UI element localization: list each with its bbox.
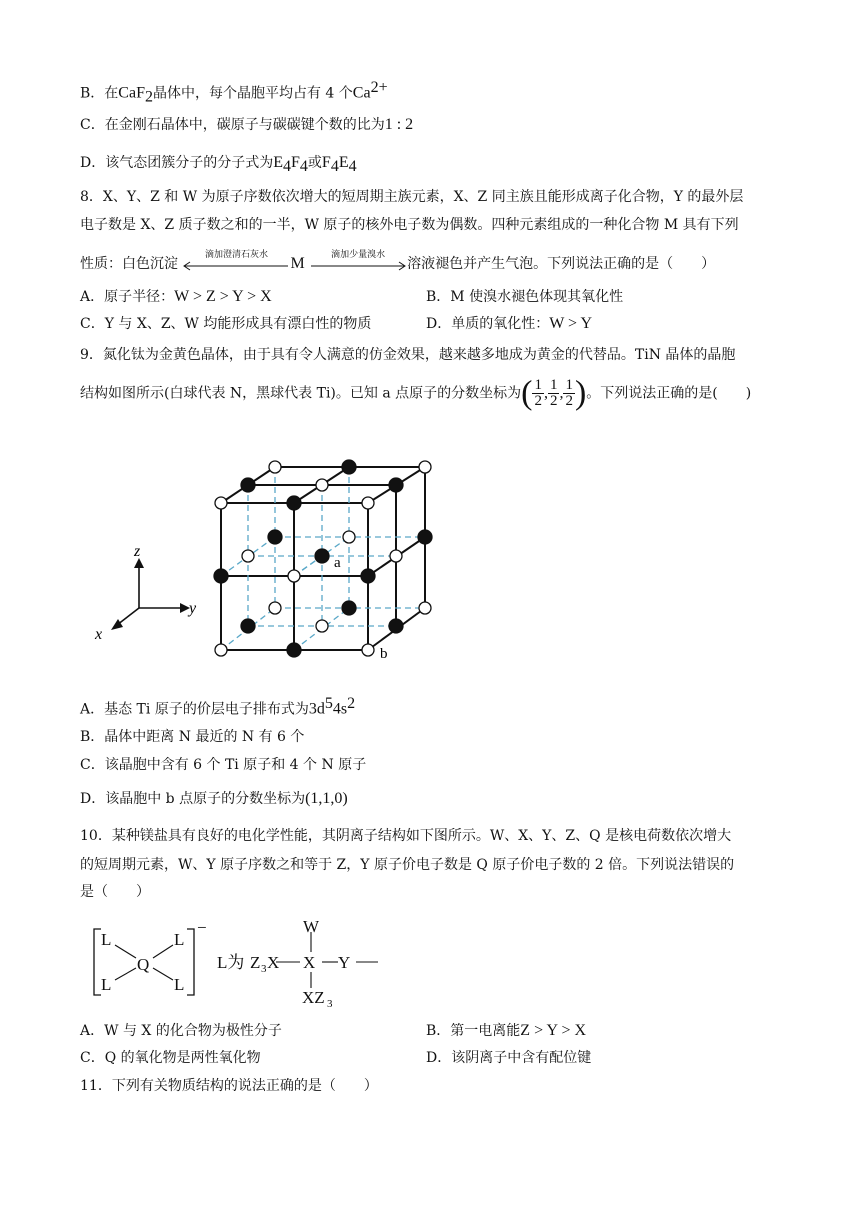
option-text: C．在金刚石晶体中，碳原子与碳碳键个数的比为 [80,117,385,133]
ligand-l: L [101,930,112,949]
right-arrow-icon [309,261,407,271]
q11-line1: 11．下列有关物质结构的说法正确的是（ ） [80,1078,378,1094]
formula: Ca [352,84,371,102]
denominator: 2 [534,393,542,409]
compound-m: M [290,255,305,272]
q10-line2: 的短周期元素，W、Y 原子序数之和等于 Z，Y 原子价电子数是 Q 原子价电子数的 2 倍。下列说法错误的 [80,857,735,873]
q9-option-b: B．晶体中距离 N 最近的 N 有 6 个 [80,729,305,745]
option-b [80,78,388,107]
q10-option-c: C．Q 的氧化物是两性氧化物 [80,1050,261,1066]
q9-option-c: C．该晶胞中含有 6 个 Ti 原子和 4 个 N 原子 [80,757,367,773]
subscript: 2 [144,88,153,106]
q10-option-b [426,1021,586,1041]
axis-z-label: z [134,543,141,560]
atom-w: W [303,917,320,936]
numerator: 1 [549,377,558,393]
subscript: 4 [330,157,339,175]
subscript: 4 [283,157,292,175]
n-atom [215,497,227,509]
question-text: 性质：白色沉淀 [80,256,178,272]
math-expression: W > Y [549,315,593,332]
axis-y-label: y [189,600,197,617]
comma: , [543,384,548,402]
formula: E [273,154,284,171]
ligand-l: L [174,975,185,994]
math-expression: (1,1,0) [305,790,348,807]
option-text: B．在 [80,85,119,102]
subscript: 3 [261,963,267,975]
ligand-l: L [101,975,112,994]
ti-atom [241,619,255,633]
q9-line1: 9．氮化钛为金黄色晶体，由于具有令人满意的仿金效果，越来越多地成为黄金的代替品。TiN 晶体的晶胞 [80,347,736,363]
n-atom [269,602,281,614]
option-text: D．该气态团簇分子的分子式为 [80,155,274,171]
denominator: 2 [565,393,573,409]
q8-line1: 8．X、Y、Z 和 W 为原子序数依次增大的短周期主族元素，X、Z 同主族且能形成离子化合物，Y 的最外层 [80,189,744,205]
n-atom [316,479,328,491]
n-atom [419,602,431,614]
superscript: 5 [324,695,333,712]
formula: F [291,154,300,171]
axis-x-label: x [95,626,103,643]
ti-atom [268,530,282,544]
fraction [532,378,544,409]
n-atom [269,461,281,473]
q10-option-a: A．W 与 X 的化合物为极性分子 [80,1023,282,1039]
arrow-label: 滴加澄清石灰水 [204,250,268,260]
option-c [80,115,413,135]
comma: , [559,384,564,402]
n-atom [242,550,254,562]
reaction-arrow-right [309,250,407,271]
ligand-l: L [174,930,185,949]
label-a: a [334,555,341,571]
q8-line2: 电子数是 X、Z 质子数之和的一半，W 原子的核外电子数为偶数。四种元素组成的一种化合物 M 具有下列 [80,217,739,233]
paren-right: ) [574,374,587,412]
n-atom [390,550,402,562]
ti-atom [342,460,356,474]
n-atom [288,570,300,582]
ti-atom [418,530,432,544]
question-text: 溶液褪色并产生气泡。下列说法正确的是（ ） [407,256,716,272]
math-expression: Z > Y > X [520,1022,587,1039]
option-text: 晶体中，每个晶胞平均占有 4 个 [152,85,353,102]
option-text: A．基态 Ti 原子的价层电子排布式为 [80,701,309,718]
q9-option-a [80,694,355,720]
n-atom-b [362,644,374,656]
ti-atom [287,496,301,510]
fraction [548,378,560,409]
q8-option-a [80,287,272,307]
ti-atom-a [315,549,329,563]
math-expression: 3d [308,700,325,718]
group-z: Z [250,953,261,972]
group-xz3: XZ [302,988,325,1007]
ti-atom [342,601,356,615]
fraction [563,378,575,409]
ti-atom [361,569,375,583]
option-text: D．单质的氧化性： [426,316,550,332]
q10-line1: 10．某种镁盐具有良好的电化学性能，其阴离子结构如下图所示。W、X、Y、Z、Q 是核电荷数依次增大 [80,828,732,844]
option-d [80,153,357,177]
reaction-arrow-left [182,250,290,271]
formula: E [338,154,349,171]
q10-option-d: D．该阴离子中含有配位键 [426,1050,592,1066]
anion-structure-figure [85,910,395,1010]
math-expression: 4s [332,700,348,718]
paren-left: ( [521,374,533,412]
q8-option-b: B．M 使溴水褪色体现其氧化性 [426,289,624,305]
atom-x: X [267,953,280,972]
ti-atom [389,478,403,492]
n-atom [419,461,431,473]
q8-line3 [80,250,716,274]
option-text: D．该晶胞中 b 点原子的分数坐标为 [80,791,306,807]
charge: − [197,918,207,937]
arrow-label: 滴加少量溴水 [331,250,386,260]
left-arrow-icon [182,261,290,271]
atom-y: Y [338,953,351,972]
math-expression: W > Z > Y > X [174,288,272,305]
subscript: 4 [299,157,308,175]
option-text: B．第一电离能 [426,1023,521,1039]
subscript: 3 [327,998,333,1010]
question-text: 结构如图所示(白球代表 N，黑球代表 Ti)。已知 a 点原子的分数坐标为 [80,385,522,402]
option-text: 或 [307,155,322,171]
tin-unit-cell-figure [90,440,450,660]
n-atom [316,620,328,632]
q8-option-d [426,314,592,334]
q9-option-d [80,789,348,809]
q10-line3: 是（ ） [80,884,150,900]
ti-atom [389,619,403,633]
n-atom [362,497,374,509]
atom-x: X [303,953,316,972]
coordinate-axes [111,558,190,630]
ti-atom [241,478,255,492]
label-b: b [380,646,388,660]
formula: CaF [118,84,145,102]
center-q: Q [137,955,150,974]
l-definition: L为 [217,953,245,972]
n-atom [343,531,355,543]
ti-atom [287,643,301,657]
ratio: 1 : 2 [384,116,414,133]
superscript: 2 [347,695,356,712]
formula: F [321,154,331,171]
n-atom [215,644,227,656]
numerator: 1 [534,377,542,393]
atoms [214,460,432,657]
option-text: A．原子半径： [80,289,175,305]
denominator: 2 [549,393,558,409]
q8-option-c: C．Y 与 X、Z、W 均能形成具有漂白性的物质 [80,316,372,332]
numerator: 1 [565,377,573,393]
superscript: 2+ [370,79,388,96]
ti-atom [214,569,228,583]
question-text: 。下列说法正确的是( ) [586,385,752,402]
subscript: 4 [348,157,357,175]
q9-line2 [80,374,752,422]
